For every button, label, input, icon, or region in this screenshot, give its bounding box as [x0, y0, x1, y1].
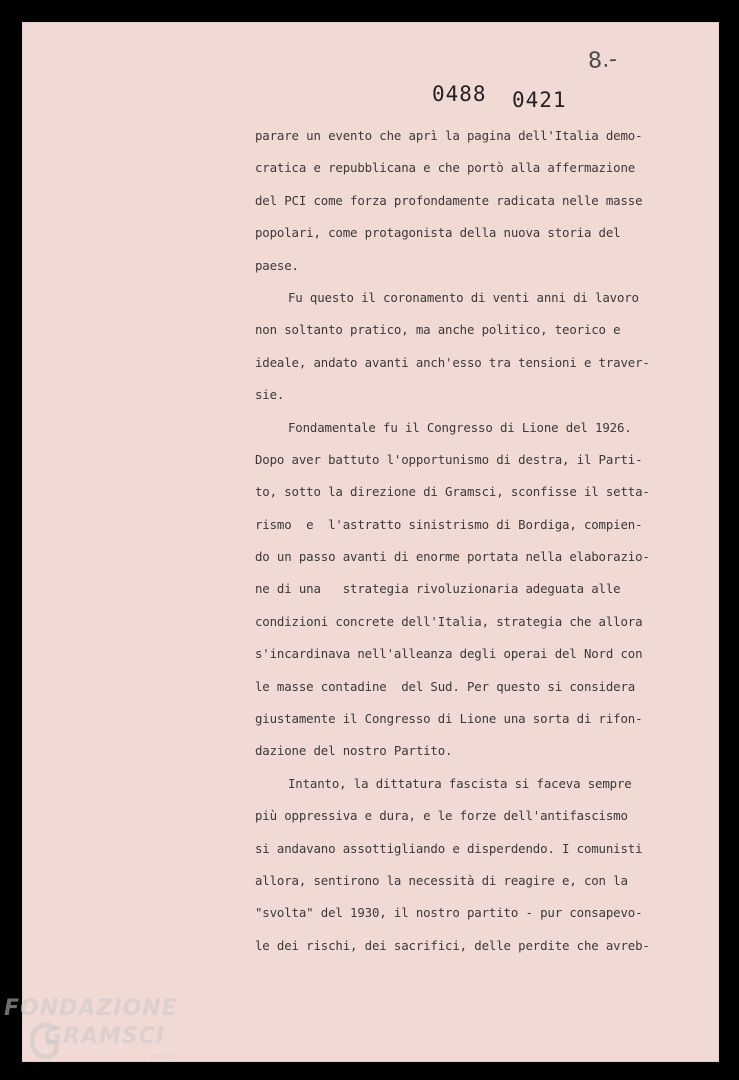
archive-stamp-number-1: 0488 — [432, 82, 487, 106]
handwritten-page-note: 8.- — [587, 47, 618, 74]
text-line: s'incardinava nell'alleanza degli operai del Nord con — [255, 646, 643, 662]
text-line: giustamente il Congresso di Lione una sorta di rifon- — [255, 711, 643, 727]
text-line: ne di una strategia rivoluzionaria adeguata alle — [255, 581, 621, 597]
fondazione-gramsci-watermark — [4, 996, 204, 1076]
text-line: non soltanto pratico, ma anche politico, teorico e — [255, 322, 621, 338]
text-line: condizioni concrete dell'Italia, strategia che allora — [255, 613, 643, 629]
watermark-line-2: GRAMSCI — [44, 1024, 166, 1049]
text-line: "svolta" del 1930, il nostro partito - pur consapevo- — [255, 905, 643, 921]
text-line: do un passo avanti di enorme portata nella elaborazio- — [255, 549, 650, 565]
typewritten-body — [255, 120, 650, 962]
text-line: Fu questo il coronamento di venti anni di lavoro — [288, 289, 639, 305]
text-line: le dei rischi, dei sacrifici, delle perdite che avreb- — [255, 937, 650, 953]
text-line: Dopo aver battuto l'opportunismo di destra, il Parti- — [255, 451, 643, 467]
document-page — [22, 22, 719, 1062]
text-line: Fondamentale fu il Congresso di Lione del 1926. — [288, 419, 632, 435]
watermark-small-text: onlus — [150, 1052, 177, 1061]
text-line: del PCI come forza profondamente radicata nelle masse — [255, 192, 643, 208]
text-line: Intanto, la dittatura fascista si faceva sempre — [288, 775, 632, 791]
text-line: cratica e repubblicana e che portò alla affermazione — [255, 160, 636, 176]
text-line: sie. — [255, 387, 285, 403]
text-line: to, sotto la direzione di Gramsci, sconfisse il setta- — [255, 484, 650, 500]
text-line: paese. — [255, 257, 299, 273]
text-line: allora, sentirono la necessità di reagire e, con la — [255, 872, 628, 888]
text-line: più oppressiva e dura, e le forze dell'antifascismo — [255, 808, 628, 824]
text-line: rismo e l'astratto sinistrismo di Bordiga, compien- — [255, 516, 643, 532]
text-line: dazione del nostro Partito. — [255, 743, 453, 759]
text-line: ideale, andato avanti anch'esso tra tensioni e traver- — [255, 354, 650, 370]
text-line: le masse contadine del Sud. Per questo si considera — [255, 678, 636, 694]
archive-stamp-number-2: 0421 — [512, 88, 567, 112]
text-line: popolari, come protagonista della nuova storia del — [255, 225, 621, 241]
text-line: si andavano assottigliando e disperdendo. I comunisti — [255, 840, 643, 856]
text-line: parare un evento che aprì la pagina dell'Italia demo- — [255, 128, 643, 143]
watermark-line-1: FONDAZIONE — [4, 996, 178, 1021]
